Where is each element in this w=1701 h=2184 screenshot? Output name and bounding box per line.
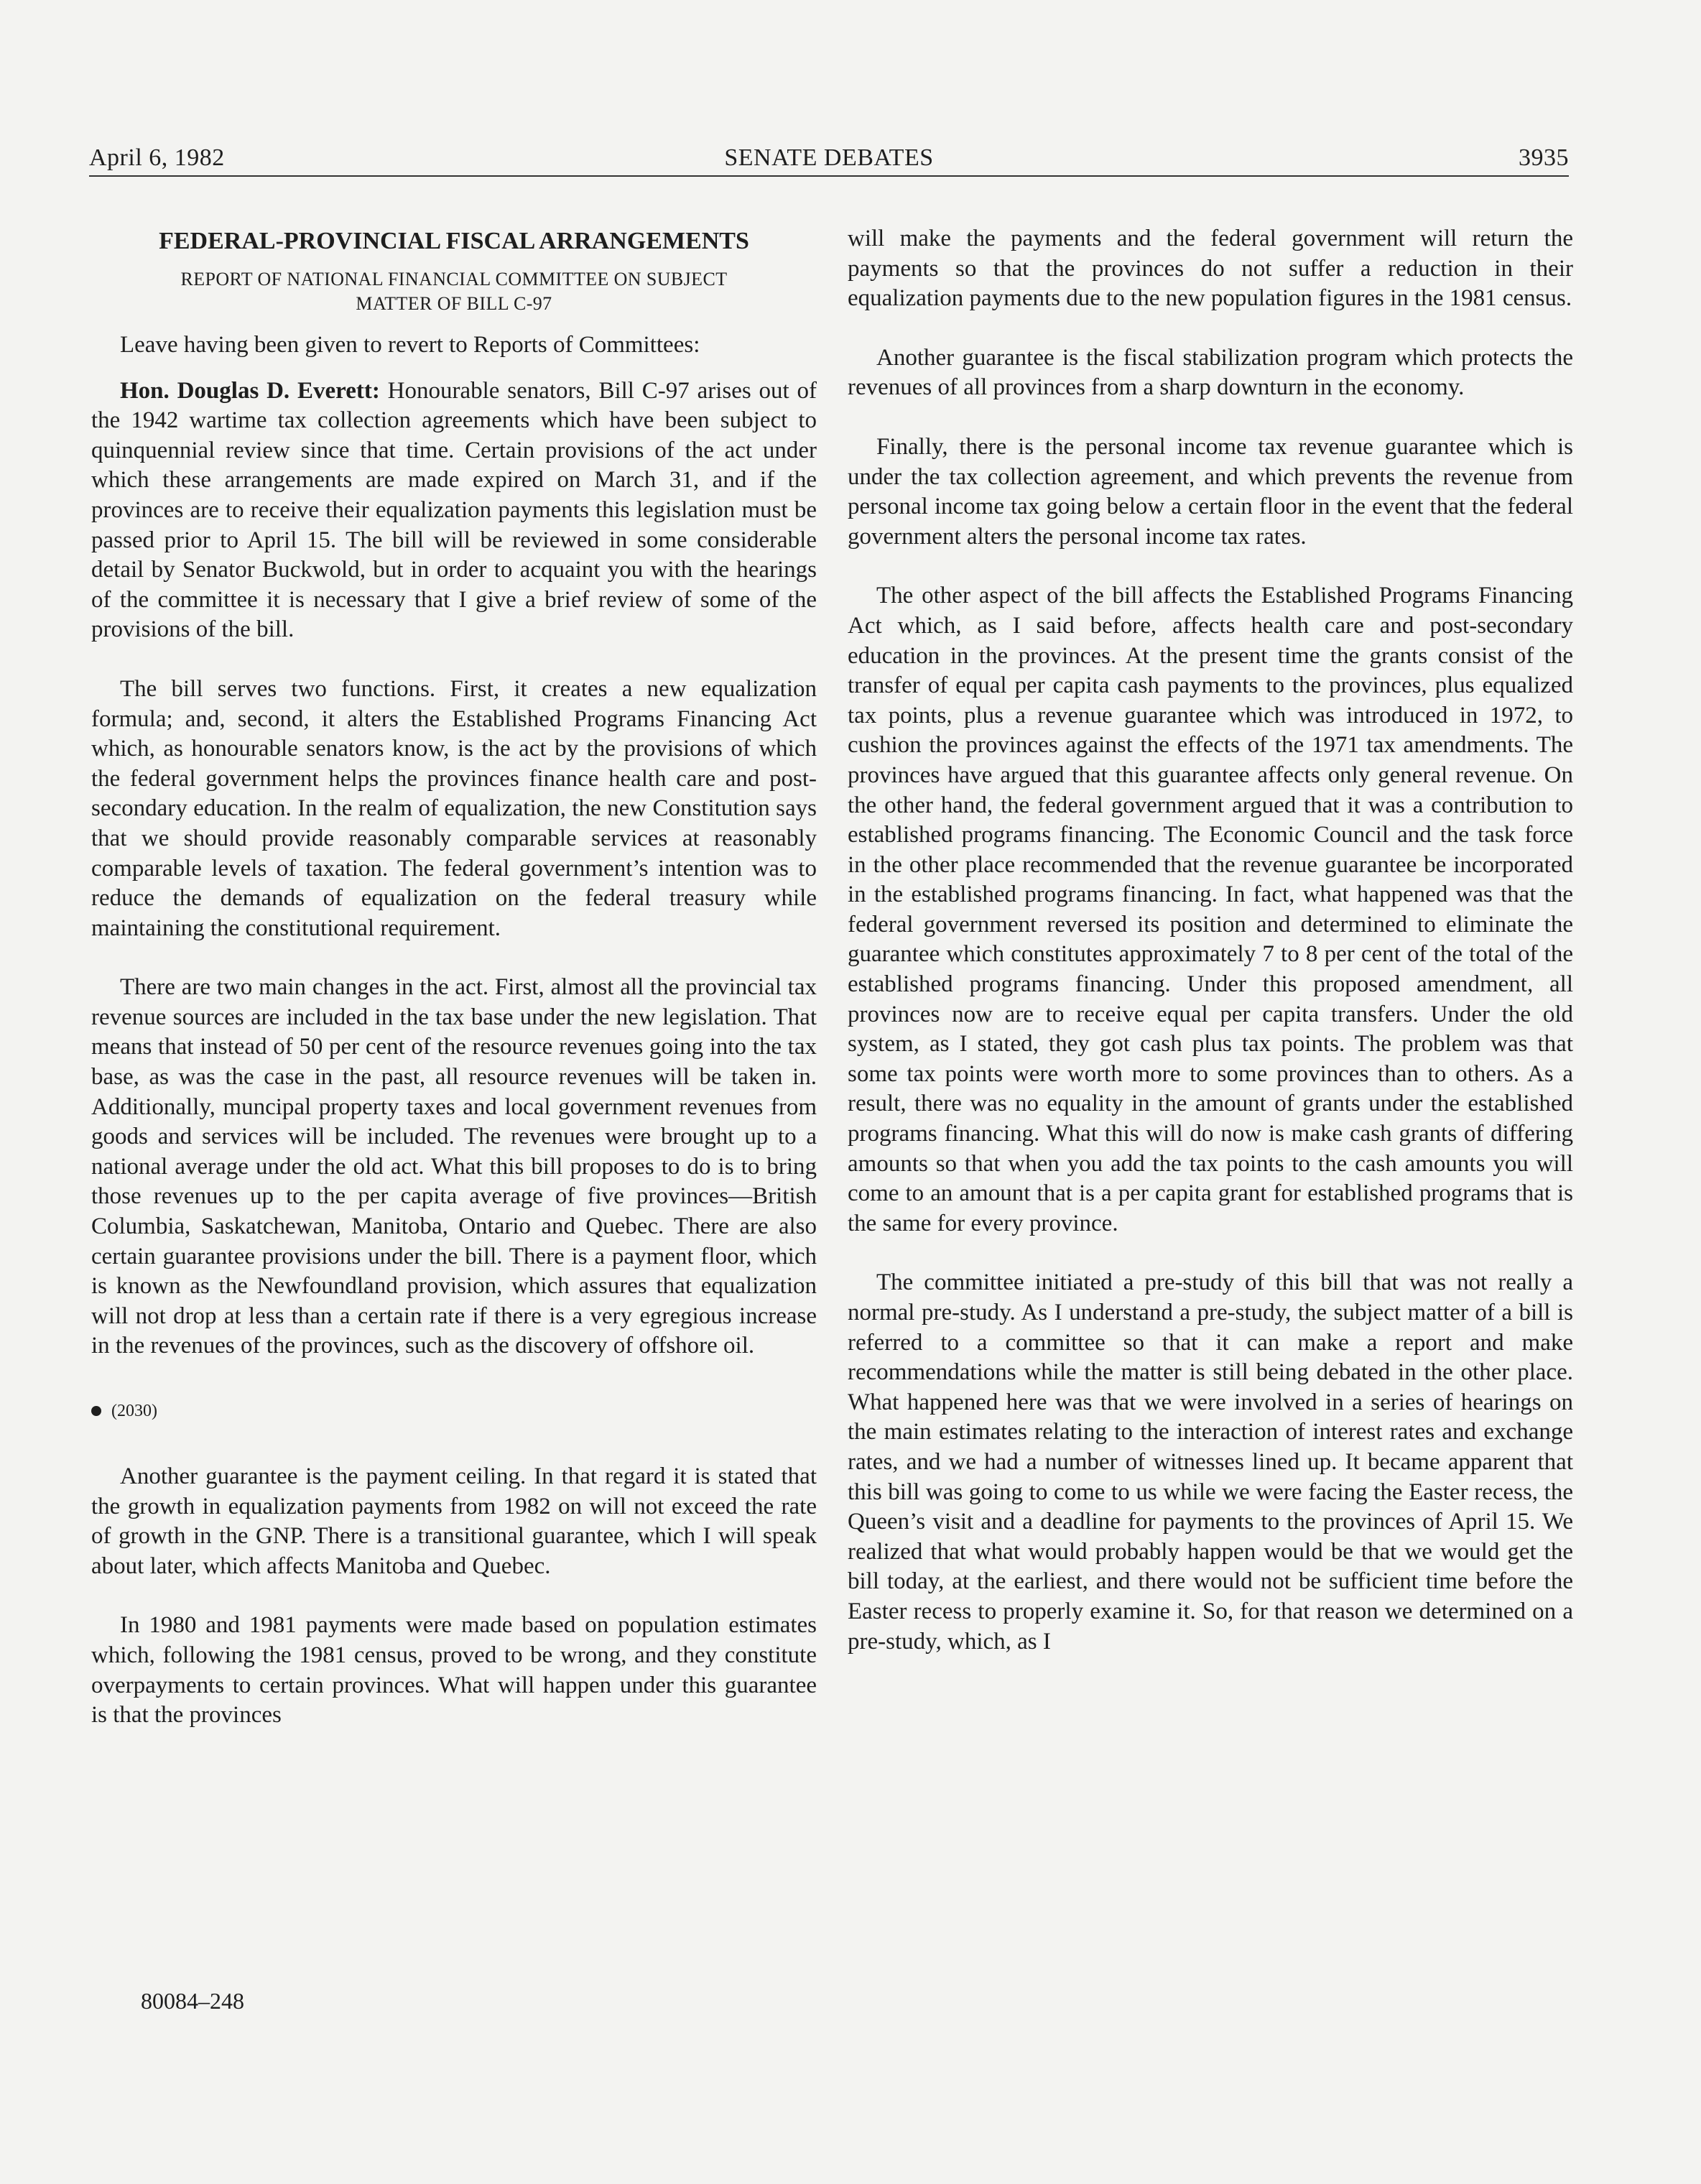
page-header bbox=[89, 142, 1569, 177]
section-subtitle-line1: REPORT OF NATIONAL FINANCIAL COMMITTEE ON SUBJECT bbox=[180, 269, 728, 290]
speaker-name: Hon. Douglas D. Everett: bbox=[120, 377, 380, 404]
section-subtitle-line2: MATTER OF BILL C-97 bbox=[356, 293, 552, 314]
paragraph: Finally, there is the personal income tax revenue guarantee which is under the tax collection agreement, and which prevents the revenue from personal income tax going below a certain floor in the event that the federal government alters the personal income tax rates. bbox=[848, 433, 1573, 550]
header-title: SENATE DEBATES bbox=[724, 144, 934, 171]
paragraph: The committee initiated a pre-study of this bill that was not really a normal pre-study. As I understand a pre-study, the subject matter of a bill is referred to a committee so that it can make a report and make recommendations while the matter is still being debated in the other place. What happened here was that we were involved in a series of hearings on the main estimates relating to the interaction of interest rates and exchange rates, and we had a number of witnesses lined up. It became apparent that this bill was going to come to us while we were facing the Easter recess, the Queen’s visit and a deadline for payments to the provinces of April 15. We realized that what would probably happen would be that we would get the bill today, at the earliest, and there would not be sufficient time before the Easter recess to properly examine it. So, for that reason we determined on a pre-study, which, as I bbox=[848, 1269, 1573, 1655]
paragraph: There are two main changes in the act. First, almost all the provincial tax revenue sources are included in the tax base under the new legislation. That means that instead of 50 per cent of the resource revenues going into the tax base, as was the case in the past, all resource revenues will be taken in. Additionally, muncipal property taxes and local government revenues from goods and services will be included. The revenues were brought up to a national average under the old act. What this bill proposes to do is to bring those revenues up to the per capita average of five provinces—British Columbia, Saskatchewan, Manitoba, Ontario and Quebec. There are also certain guarantee provisions under the bill. There is a payment floor, which is known as the Newfoundland provision, which assures that equalization will not drop at less than a certain rate if there is a very egregious increase in the revenues of the provinces, such as the discovery of offshore oil. bbox=[91, 974, 817, 1359]
right-column bbox=[848, 224, 1573, 1657]
bullet-icon bbox=[91, 1406, 101, 1416]
paragraph: Another guarantee is the payment ceiling. In that regard it is stated that the growth in equalization payments from 1982 on will not exceed the rate of growth in the GNP. There is a transitional guarantee, which I will speak about later, which affects Manitoba and Quebec. bbox=[91, 1463, 817, 1579]
section-title: FEDERAL-PROVINCIAL FISCAL ARRANGEMENTS bbox=[159, 228, 749, 254]
paragraph: Another guarantee is the fiscal stabilization program which protects the revenues of all provinces from a sharp downturn in the economy. bbox=[848, 344, 1573, 401]
time-marker-text: (2030) bbox=[111, 1402, 157, 1420]
paragraph: will make the payments and the federal government will return the payments so that the provinces do not suffer a reduction in their equalization payments due to the new population figures in the 1981 census. bbox=[848, 226, 1573, 312]
header-page-number: 3935 bbox=[1519, 144, 1569, 171]
paragraph: In 1980 and 1981 payments were made based on population estimates which, following the 1981 census, proved to be wrong, and they constitute overpayments to certain provinces. What will happen under this guarantee is that the provinces bbox=[91, 1612, 817, 1729]
left-column bbox=[91, 224, 817, 1731]
paragraph bbox=[91, 376, 817, 645]
paragraph-text: Honourable senators, Bill C-97 arises out of the 1942 wartime tax collection agreements which have been subject to quinquennial review since that time. Certain provisions of the act under which these arrangements are made expired on March 31, and if the provinces are to receive their equalization payments this legislation must be passed prior to April 15. The bill will be reviewed in some considerable detail by Senator Buckwold, but in order to acquaint you with the hearings of the committee it is necessary that I give a brief review of some of the provisions of the bill. bbox=[91, 377, 817, 643]
time-marker bbox=[91, 1400, 817, 1422]
leave-line: Leave having been given to revert to Reports of Committees: bbox=[120, 332, 700, 358]
paragraph: The bill serves two functions. First, it creates a new equalization formula; and, second, it alters the Established Programs Financing Act which, as honourable senators know, is the act by the provisions of which the federal government helps the provinces finance health care and post-secondary education. In the realm of equalization, the new Constitution says that we should provide reasonably comparable services at reasonably comparable levels of taxation. The federal government’s intention was to reduce the demands of equalization on the federal treasury while maintaining the constitutional requirement. bbox=[91, 675, 817, 941]
paragraph: The other aspect of the bill affects the Established Programs Financing Act which, as I said before, affects health care and post-secondary education in the provinces. At the present time the grants consist of the transfer of equal per capita cash payments to the provinces, plus equalized tax points, plus a revenue guarantee which was introduced in 1972, to cushion the provinces against the effects of the 1971 tax amendments. The provinces have argued that this guarantee affects only general revenue. On the other hand, the federal government argued that it was a contribution to established programs financing. The Economic Council and the task force in the other place recommended that the revenue guarantee be incorporated in the established programs financing. In fact, what happened was that the federal government reversed its position and determined to eliminate the guarantee which constitutes approximately 7 to 8 per cent of the total of the established programs financing. Under this proposed amendment, all provinces now are to receive equal per capita transfers. Under the old system, as I stated, they got cash plus tax points. The problem was that some tax points were worth more to some provinces than to others. As a result, there was no equality in the amount of grants under the established programs financing. What this will do now is make cash grants of differing amounts so that when you add the tax points to the cash amounts you will come to an amount that is a per capita grant for established programs that is the same for every province. bbox=[848, 583, 1573, 1236]
header-date: April 6, 1982 bbox=[89, 144, 225, 171]
footer-code: 80084–248 bbox=[141, 1988, 244, 2014]
